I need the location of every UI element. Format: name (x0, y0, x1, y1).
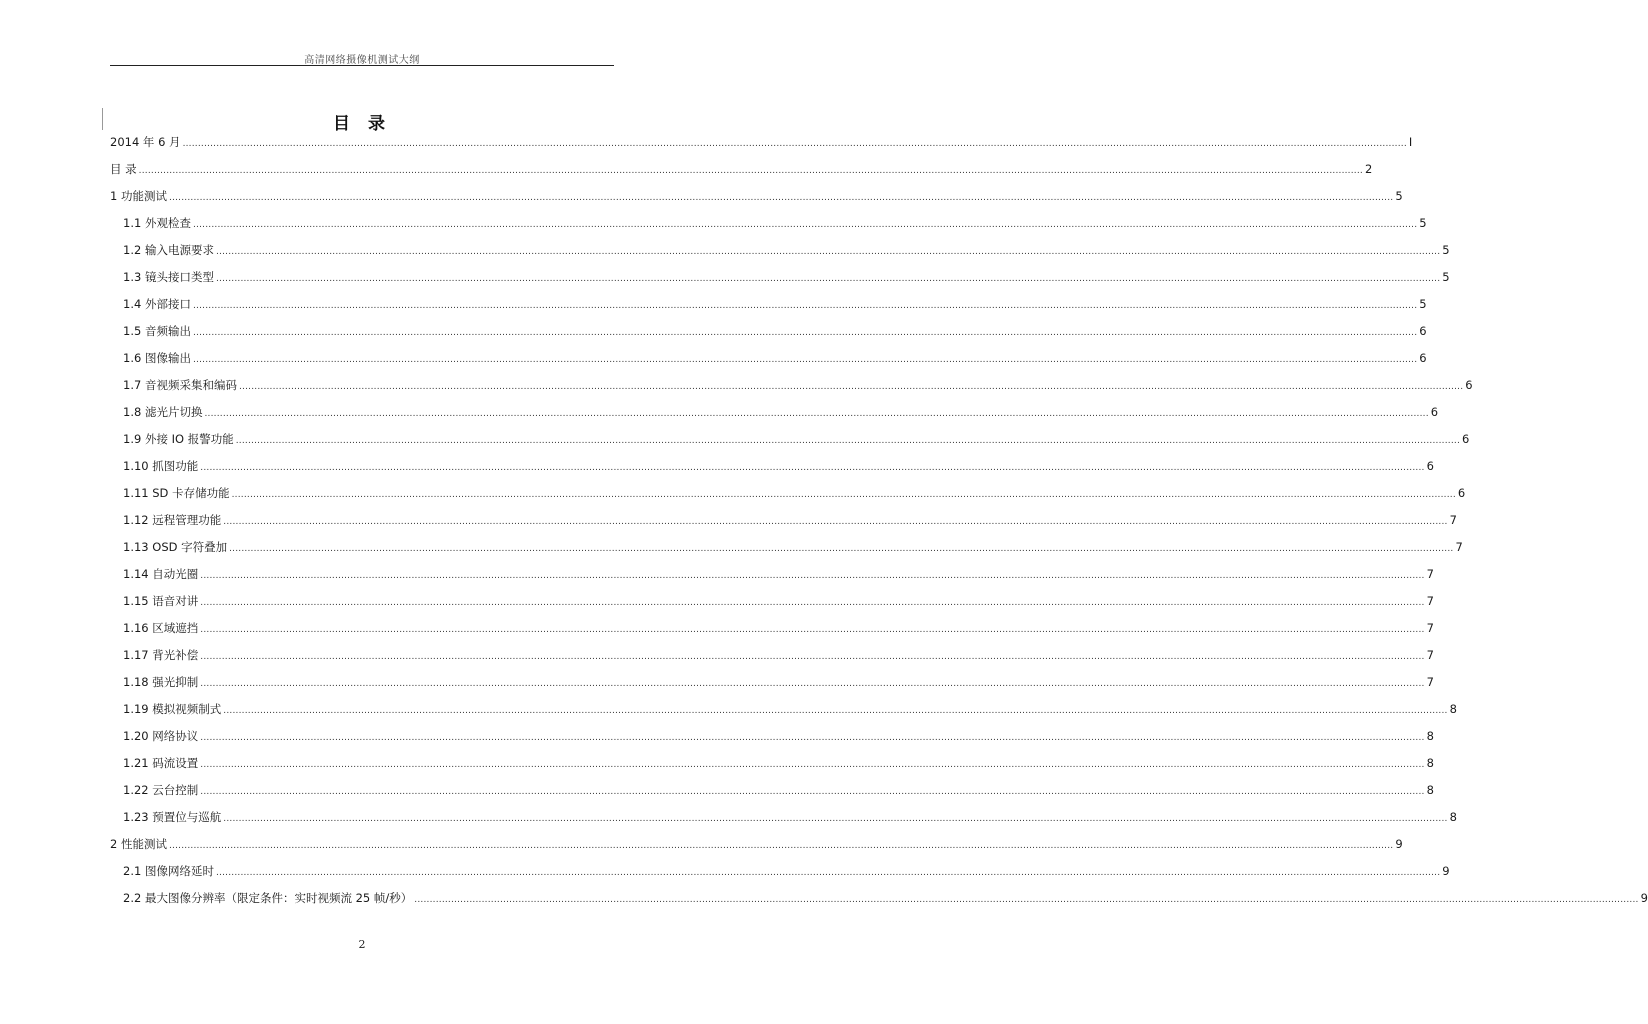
toc-entry[interactable] (110, 777, 1434, 804)
toc-entry[interactable] (110, 831, 1403, 858)
toc-leader-dots: ................................................................................................................................................................................................................................................................................................................................................................................................................ (200, 571, 1425, 581)
toc-entry-label: 1.16 区域遮挡 (123, 621, 199, 635)
header-rule (110, 65, 614, 66)
toc-entry-page: 6 (1430, 405, 1439, 419)
toc-entry-label: 2.1 图像网络延时 (123, 864, 214, 878)
toc-entry[interactable] (110, 291, 1427, 318)
toc-entry-page: 7 (1426, 594, 1434, 608)
toc-entry-page: 7 (1426, 567, 1434, 581)
toc-entry-page: 6 (1465, 378, 1473, 392)
toc-leader-dots: ................................................................................................................................................................................................................................................................................................................................................................................................................ (200, 652, 1425, 662)
toc-leader-dots: ................................................................................................................................................................................................................................................................................................................................................................................................................ (215, 274, 1441, 284)
toc-entry-label: 1.19 模拟视频制式 (123, 702, 222, 716)
toc-entry[interactable] (110, 426, 1470, 453)
toc-leader-dots: ................................................................................................................................................................................................................................................................................................................................................................................................................ (223, 517, 1448, 527)
toc-entry[interactable] (110, 129, 1413, 156)
toc-entry-page: 8 (1449, 810, 1457, 824)
toc-entry-label: 1.4 外部接口 (123, 297, 191, 311)
toc-leader-dots: ................................................................................................................................................................................................................................................................................................................................................................................................................ (200, 463, 1425, 473)
toc-leader-dots: ................................................................................................................................................................................................................................................................................................................................................................................................................ (215, 247, 1441, 257)
toc-entry[interactable] (110, 858, 1450, 885)
toc-leader-dots: ................................................................................................................................................................................................................................................................................................................................................................................................................ (200, 733, 1425, 743)
toc-entry-page: 6 (1462, 432, 1470, 446)
toc-entry[interactable] (110, 723, 1434, 750)
toc-leader-dots: ................................................................................................................................................................................................................................................................................................................................................................................................................ (182, 139, 1407, 149)
toc-entry-page: I (1408, 135, 1413, 149)
toc-entry-page: 8 (1426, 756, 1434, 770)
toc-leader-dots: ................................................................................................................................................................................................................................................................................................................................................................................................................ (192, 220, 1418, 230)
toc-entry[interactable] (110, 588, 1434, 615)
toc-entry-label: 1.13 OSD 字符叠加 (123, 540, 228, 554)
toc-entry-page: 8 (1426, 729, 1434, 743)
toc-entry-page: 6 (1457, 486, 1466, 500)
toc-entry[interactable] (110, 318, 1427, 345)
toc-entry-label: 1.11 SD 卡存储功能 (123, 486, 230, 500)
toc-entry-label: 1.3 镜头接口类型 (123, 270, 214, 284)
toc-leader-dots: ................................................................................................................................................................................................................................................................................................................................................................................................................ (215, 868, 1441, 878)
toc-entry-label: 1.6 图像输出 (123, 351, 191, 365)
toc-entry-page: 7 (1426, 621, 1434, 635)
toc-entry-label: 2 性能测试 (110, 837, 167, 851)
toc-entry[interactable] (110, 156, 1373, 183)
toc-leader-dots: ................................................................................................................................................................................................................................................................................................................................................................................................................ (168, 841, 1394, 851)
toc-entry[interactable] (110, 453, 1434, 480)
toc-leader-dots: ................................................................................................................................................................................................................................................................................................................................................................................................................ (223, 706, 1448, 716)
toc-entry-page: 9 (1395, 837, 1403, 851)
toc-entry-label: 1.7 音视频采集和编码 (123, 378, 237, 392)
toc-entry-label: 1.10 抓图功能 (123, 459, 199, 473)
toc-entry[interactable] (110, 237, 1450, 264)
toc-entry[interactable] (110, 642, 1434, 669)
toc-entry[interactable] (110, 210, 1427, 237)
toc-entry[interactable] (110, 399, 1439, 426)
toc-entry-page: 5 (1395, 189, 1403, 203)
toc-entry-label: 1.12 远程管理功能 (123, 513, 222, 527)
toc-leader-dots: ................................................................................................................................................................................................................................................................................................................................................................................................................ (200, 598, 1425, 608)
margin-mark (102, 108, 103, 130)
running-header: 高清网络摄像机测试大纲 (304, 55, 420, 66)
toc-leader-dots: ................................................................................................................................................................................................................................................................................................................................................................................................................ (200, 760, 1425, 770)
toc-entry-label: 2014 年 6 月 (110, 135, 181, 149)
toc-entry-page: 5 (1419, 216, 1427, 230)
toc-entry-page: 6 (1419, 324, 1427, 338)
toc-leader-dots: ................................................................................................................................................................................................................................................................................................................................................................................................................ (231, 490, 1456, 500)
toc-entry[interactable] (110, 183, 1403, 210)
toc-entry-label: 1.1 外观检查 (123, 216, 191, 230)
toc-leader-dots: ................................................................................................................................................................................................................................................................................................................................................................................................................ (138, 166, 1363, 176)
toc-leader-dots: ................................................................................................................................................................................................................................................................................................................................................................................................................ (192, 355, 1418, 365)
toc-entry-page: 9 (1442, 864, 1450, 878)
toc-entry-label: 1.20 网络协议 (123, 729, 199, 743)
toc-entry-label: 1.15 语音对讲 (123, 594, 199, 608)
page-number: 2 (358, 938, 366, 951)
toc-entry-label: 1.14 自动光圈 (123, 567, 199, 581)
toc-entry-label: 1.2 输入电源要求 (123, 243, 214, 257)
toc-leader-dots: ................................................................................................................................................................................................................................................................................................................................................................................................................ (200, 787, 1425, 797)
toc-leader-dots: ................................................................................................................................................................................................................................................................................................................................................................................................................ (238, 382, 1464, 392)
toc-entry[interactable] (110, 561, 1434, 588)
toc-leader-dots: ................................................................................................................................................................................................................................................................................................................................................................................................................ (204, 409, 1429, 419)
toc-leader-dots: ................................................................................................................................................................................................................................................................................................................................................................................................................ (192, 301, 1418, 311)
toc-entry-label: 1 功能测试 (110, 189, 167, 203)
toc-entry-label: 1.18 强光抑制 (123, 675, 199, 689)
toc-entry-label: 1.21 码流设置 (123, 756, 199, 770)
toc-leader-dots: ................................................................................................................................................................................................................................................................................................................................................................................................................ (192, 328, 1418, 338)
toc-entry-page: 7 (1455, 540, 1463, 554)
toc-entry-page: 9 (1640, 891, 1648, 905)
toc-entry[interactable] (110, 804, 1457, 831)
toc-leader-dots: ................................................................................................................................................................................................................................................................................................................................................................................................................ (414, 895, 1639, 905)
toc-entry[interactable] (110, 345, 1427, 372)
toc-entry-page: 7 (1426, 648, 1434, 662)
toc-entry[interactable] (110, 480, 1466, 507)
toc-entry-page: 7 (1426, 675, 1434, 689)
toc-entry[interactable] (110, 534, 1463, 561)
toc-list (110, 129, 1648, 912)
toc-entry-page: 6 (1419, 351, 1427, 365)
toc-leader-dots: ................................................................................................................................................................................................................................................................................................................................................................................................................ (200, 625, 1425, 635)
toc-entry[interactable] (110, 264, 1450, 291)
toc-entry-label: 目 录 (110, 162, 137, 176)
toc-leader-dots: ................................................................................................................................................................................................................................................................................................................................................................................................................ (200, 679, 1425, 689)
toc-entry-page: 5 (1419, 297, 1427, 311)
toc-entry-page: 8 (1426, 783, 1434, 797)
toc-entry-page: 5 (1442, 243, 1450, 257)
toc-entry[interactable] (110, 615, 1434, 642)
toc-leader-dots: ................................................................................................................................................................................................................................................................................................................................................................................................................ (235, 436, 1461, 446)
toc-entry-page: 7 (1449, 513, 1457, 527)
toc-entry[interactable] (110, 885, 1648, 912)
toc-entry-page: 8 (1449, 702, 1457, 716)
toc-leader-dots: ................................................................................................................................................................................................................................................................................................................................................................................................................ (168, 193, 1394, 203)
toc-entry-label: 1.22 云台控制 (123, 783, 199, 797)
toc-entry-page: 6 (1426, 459, 1434, 473)
toc-entry-label: 1.5 音频输出 (123, 324, 191, 338)
toc-entry-label: 1.23 预置位与巡航 (123, 810, 222, 824)
toc-entry[interactable] (110, 750, 1434, 777)
toc-leader-dots: ................................................................................................................................................................................................................................................................................................................................................................................................................ (229, 544, 1454, 554)
toc-title: 目 录 (333, 114, 391, 134)
toc-entry-label: 1.8 滤光片切换 (123, 405, 203, 419)
toc-entry-page: 2 (1365, 162, 1373, 176)
toc-entry-page: 5 (1442, 270, 1450, 284)
toc-entry-label: 2.2 最大图像分辨率（限定条件：实时视频流 25 帧/秒） (123, 891, 413, 905)
toc-entry[interactable] (110, 372, 1473, 399)
toc-entry-label: 1.9 外接 IO 报警功能 (123, 432, 234, 446)
toc-leader-dots: ................................................................................................................................................................................................................................................................................................................................................................................................................ (223, 814, 1448, 824)
toc-entry[interactable] (110, 507, 1457, 534)
toc-entry[interactable] (110, 696, 1457, 723)
toc-entry-label: 1.17 背光补偿 (123, 648, 199, 662)
toc-entry[interactable] (110, 669, 1434, 696)
